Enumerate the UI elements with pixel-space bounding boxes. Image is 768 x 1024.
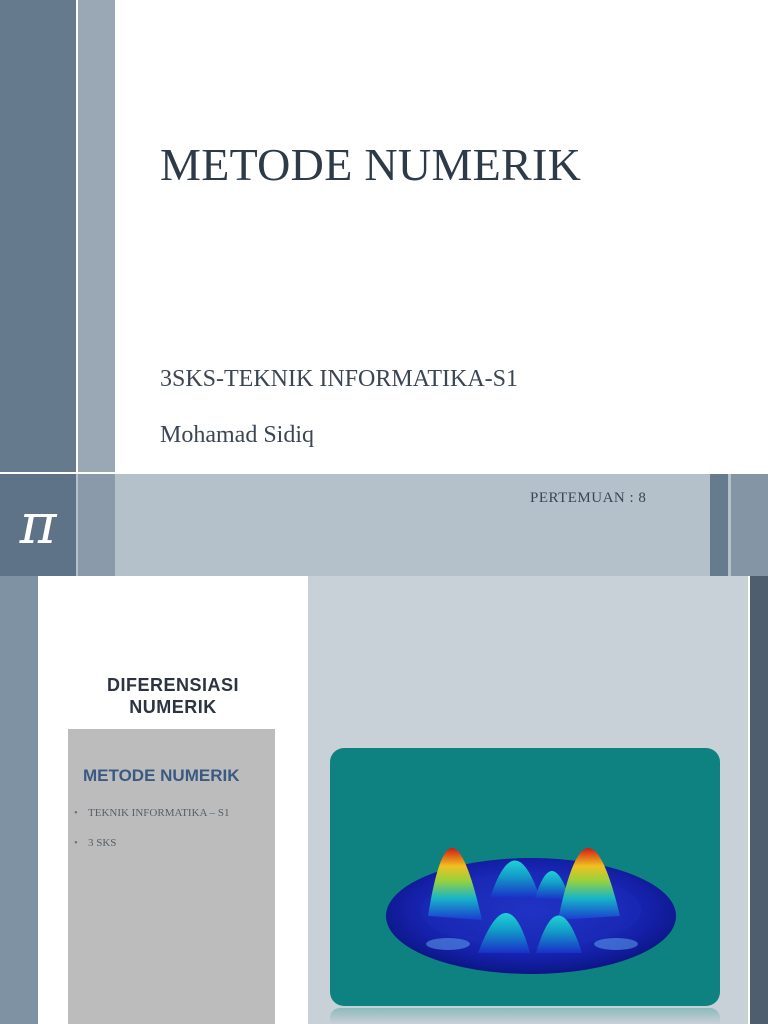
bullet-dot-icon: •	[74, 837, 78, 849]
right-dark-block	[710, 474, 728, 576]
pi-icon: π	[19, 492, 57, 557]
card-title: METODE NUMERIK	[83, 766, 240, 785]
peak-shape	[558, 848, 620, 920]
heading-line-2: NUMERIK	[129, 697, 217, 717]
bottom-band	[0, 474, 768, 576]
bullet-item	[74, 807, 229, 819]
bullet-text: TEKNIK INFORMATIKA – S1	[88, 807, 230, 819]
bullet-text: 3 SKS	[88, 837, 117, 849]
slide-title: METODE NUMERIK	[160, 139, 582, 190]
bullet-item	[74, 837, 116, 849]
bullet-dot-icon: •	[74, 807, 78, 819]
image-reflection	[330, 1008, 720, 1024]
heading-line-1: DIFERENSIASI	[106, 675, 240, 695]
right-light-block	[731, 474, 768, 576]
meeting-label: PERTEMUAN : 8	[530, 490, 647, 506]
surface-plot-image	[330, 748, 720, 1006]
left-strip	[0, 576, 38, 1024]
left-light-bar	[78, 0, 115, 472]
course-subtitle: 3SKS-TEKNIK INFORMATIKA-S1	[160, 366, 519, 392]
info-card	[68, 729, 275, 1024]
author-name: Mohamad Sidiq	[160, 422, 314, 448]
right-strip	[750, 576, 768, 1024]
section-heading	[60, 674, 286, 718]
pi-logo-box	[0, 474, 76, 576]
left-dark-bar	[0, 0, 76, 472]
band-light-block	[78, 474, 115, 576]
3d-surface-plot-image	[330, 748, 720, 1006]
content-slide	[0, 576, 768, 1024]
